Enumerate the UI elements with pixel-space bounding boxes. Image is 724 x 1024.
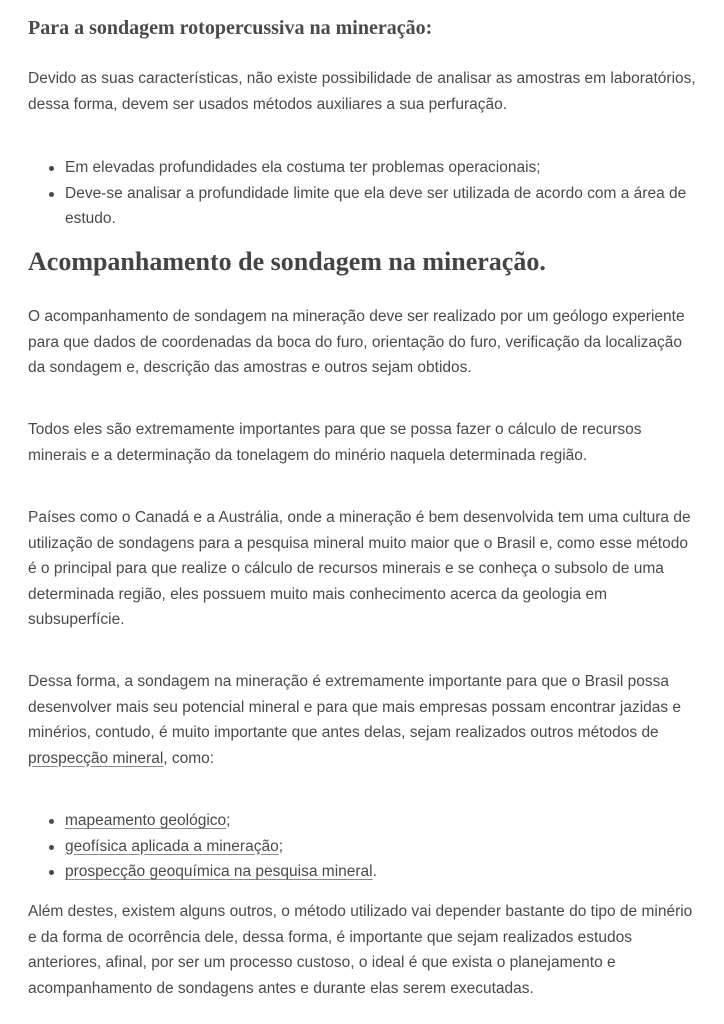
- list-item-suffix: ;: [226, 812, 231, 829]
- paragraph-acompanhamento-2: Todos eles são extremamente importantes para que se possa fazer o cálculo de recursos minerais e a determinação da tonelagem do minério naquela determinada região.: [28, 421, 642, 464]
- methods-bullet-list: [28, 808, 700, 885]
- paragraph-acompanhamento-3: Países como o Canadá e a Austrália, onde a mineração é bem desenvolvida tem uma cultura de utilização de sondagens para a pesquisa mineral muito maior que o Brasil e, como esse método é o principal para que realize o cálculo de recursos minerais e se conheça o subsolo de uma determinada região, eles possuem muito mais conhecimento acerca da geologia em subsuperfície.: [28, 509, 691, 628]
- paragraph-acompanhamento-4: [28, 669, 700, 771]
- paragraph-rotopercussiva: Devido as suas características, não existe possibilidade de analisar as amostras em laboratórios, dessa forma, devem ser usados métodos auxiliares a sua perfuração.: [28, 70, 696, 113]
- list-item-suffix: .: [372, 863, 377, 880]
- rotopercussiva-bullet-list: [28, 155, 700, 232]
- link-mapeamento-geologico[interactable]: mapeamento geológico: [65, 812, 227, 829]
- list-item-suffix: ;: [278, 837, 283, 855]
- section-heading-rotopercussiva: Para a sondagem rotopercussiva na mineração:: [28, 17, 433, 39]
- paragraph-acompanhamento-1: O acompanhamento de sondagem na mineração deve ser realizado por um geólogo experiente para que dados de coordenadas da boca do furo, orientação do furo, verificação da localização da sondagem e, descrição das amostras e outros sejam obtidos.: [28, 308, 685, 376]
- section-heading-acompanhamento: Acompanhamento de sondagem na mineração.: [28, 247, 546, 276]
- link-geofisica-aplicada[interactable]: geofísica aplicada a mineração: [65, 837, 279, 855]
- list-item: Deve-se analisar a profundidade limite que ela deve ser utilizada de acordo com a área de estudo.: [65, 181, 700, 232]
- paragraph-text: , como:: [163, 749, 215, 767]
- list-item: Em elevadas profundidades ela costuma ter problemas operacionais;: [65, 155, 700, 181]
- link-prospeccao-geoquimica[interactable]: prospecção geoquímica na pesquisa mineral: [65, 863, 373, 880]
- paragraph-text: Dessa forma, a sondagem na mineração é extremamente importante para que o Brasil possa desenvolver mais seu potencial mineral e para que mais empresas possam encontrar jazidas e minérios, contudo, é muito importante que antes delas, sejam realizados outros métodos de: [28, 673, 682, 741]
- paragraph-final: Além destes, existem alguns outros, o método utilizado vai depender bastante do tipo de minério e da forma de ocorrência dele, dessa forma, é importante que sejam realizados estudos anteriores, afinal, por ser um processo custoso, o ideal é que exista o planejamento e acompanhamento de sondagens antes e durante elas serem executadas.: [28, 903, 693, 997]
- list-item: [65, 834, 700, 860]
- link-prospeccao-mineral[interactable]: prospecção mineral: [28, 749, 164, 767]
- list-item: [65, 859, 700, 885]
- list-item: [65, 808, 700, 834]
